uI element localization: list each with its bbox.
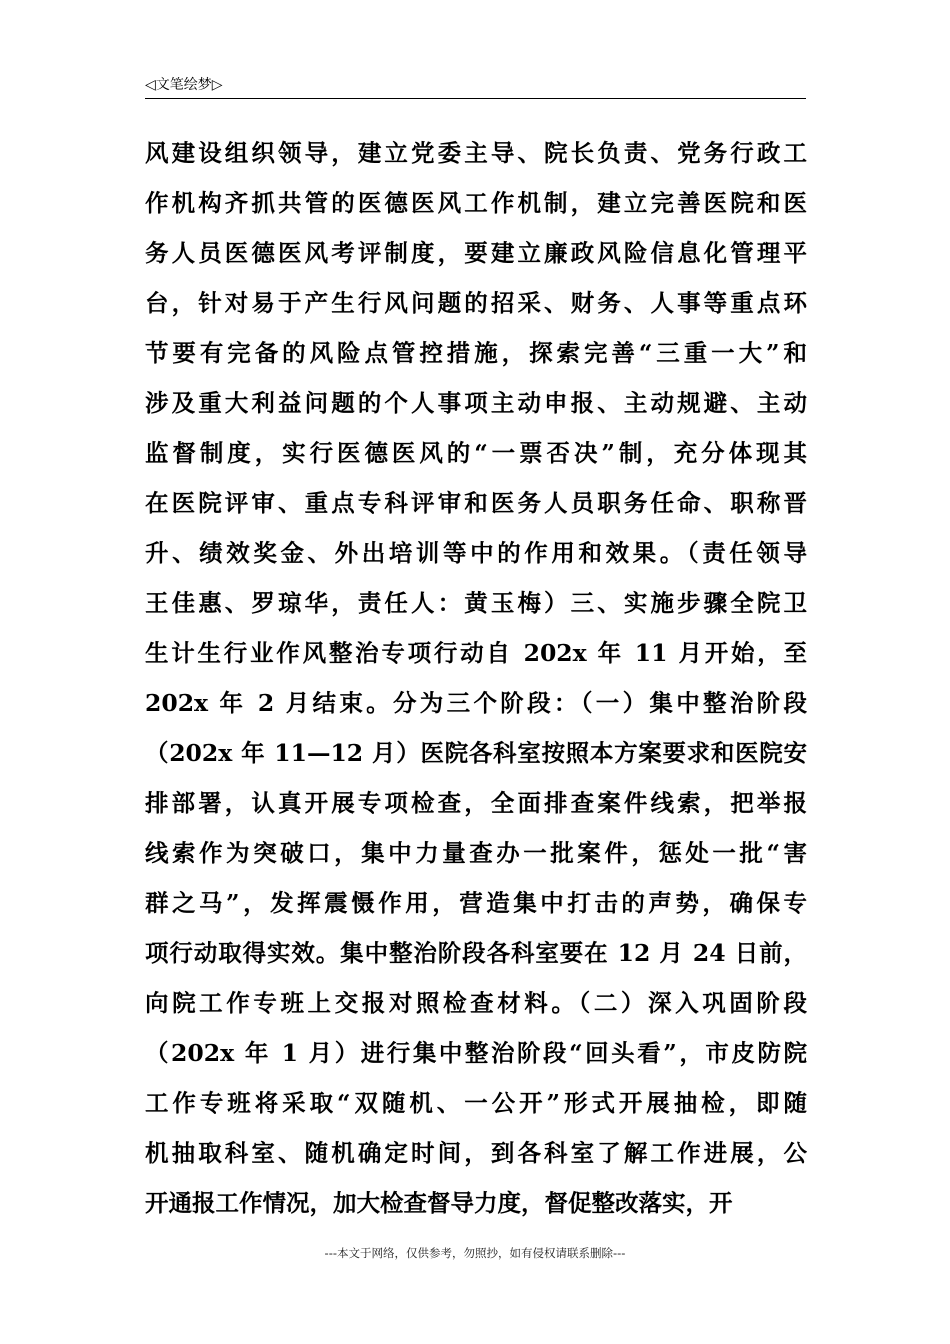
body-line: 作机构齐抓共管的医德医风工作机制，建立完善医院和医 xyxy=(145,189,807,217)
page-header xyxy=(145,70,806,99)
body-line: 王佳惠、罗琼华，责任人：黄玉梅）三、实施步骤全院卫 xyxy=(145,589,807,617)
body-line: 涉及重大利益问题的个人事项主动申报、主动规避、主动 xyxy=(145,389,807,417)
body-line: 开通报工作情况，加大检查督导力度，督促整改落实，开 xyxy=(145,1189,733,1217)
body-line: （202x 年 11—12 月）医院各科室按照本方案要求和医院安 xyxy=(145,739,807,767)
page-footer: ---本文于网络，仅供参考，勿照抄，如有侵权请联系删除--- xyxy=(324,1246,626,1260)
header-title: ◁文笔绘梦▷ xyxy=(145,77,223,93)
body-line: 生计生行业作风整治专项行动自 202x 年 11 月开始，至 xyxy=(145,639,807,667)
body-line: 务人员医德医风考评制度，要建立廉政风险信息化管理平 xyxy=(145,239,807,267)
body-line: （202x 年 1 月）进行集中整治阶段“回头看”，市皮防院 xyxy=(145,1039,807,1067)
body-line: 排部署，认真开展专项检查，全面排查案件线索，把举报 xyxy=(145,789,807,817)
document-body xyxy=(145,128,807,1228)
body-line: 工作专班将采取“双随机、一公开”形式开展抽检，即随 xyxy=(145,1089,807,1117)
body-line: 在医院评审、重点专科评审和医务人员职务任命、职称晋 xyxy=(145,489,807,517)
body-line: 监督制度，实行医德医风的“一票否决”制，充分体现其 xyxy=(145,439,807,467)
body-line: 风建设组织领导，建立党委主导、院长负责、党务行政工 xyxy=(145,139,807,167)
body-line: 群之马”，发挥震慑作用，营造集中打击的声势，确保专 xyxy=(145,889,807,917)
body-line: 线索作为突破口，集中力量查办一批案件，惩处一批“害 xyxy=(145,839,807,867)
body-line: 机抽取科室、随机确定时间，到各科室了解工作进展，公 xyxy=(145,1139,807,1167)
body-line: 升、绩效奖金、外出培训等中的作用和效果。（责任领导 xyxy=(145,539,807,567)
body-line: 节要有完备的风险点管控措施，探索完善“三重一大”和 xyxy=(145,339,807,367)
body-line: 202x 年 2 月结束。分为三个阶段：（一）集中整治阶段 xyxy=(145,689,807,717)
body-line: 向院工作专班上交报对照检查材料。（二）深入巩固阶段 xyxy=(145,989,807,1017)
body-line: 台，针对易于产生行风问题的招采、财务、人事等重点环 xyxy=(145,289,807,317)
body-line: 项行动取得实效。集中整治阶段各科室要在 12 月 24 日前， xyxy=(145,939,807,967)
